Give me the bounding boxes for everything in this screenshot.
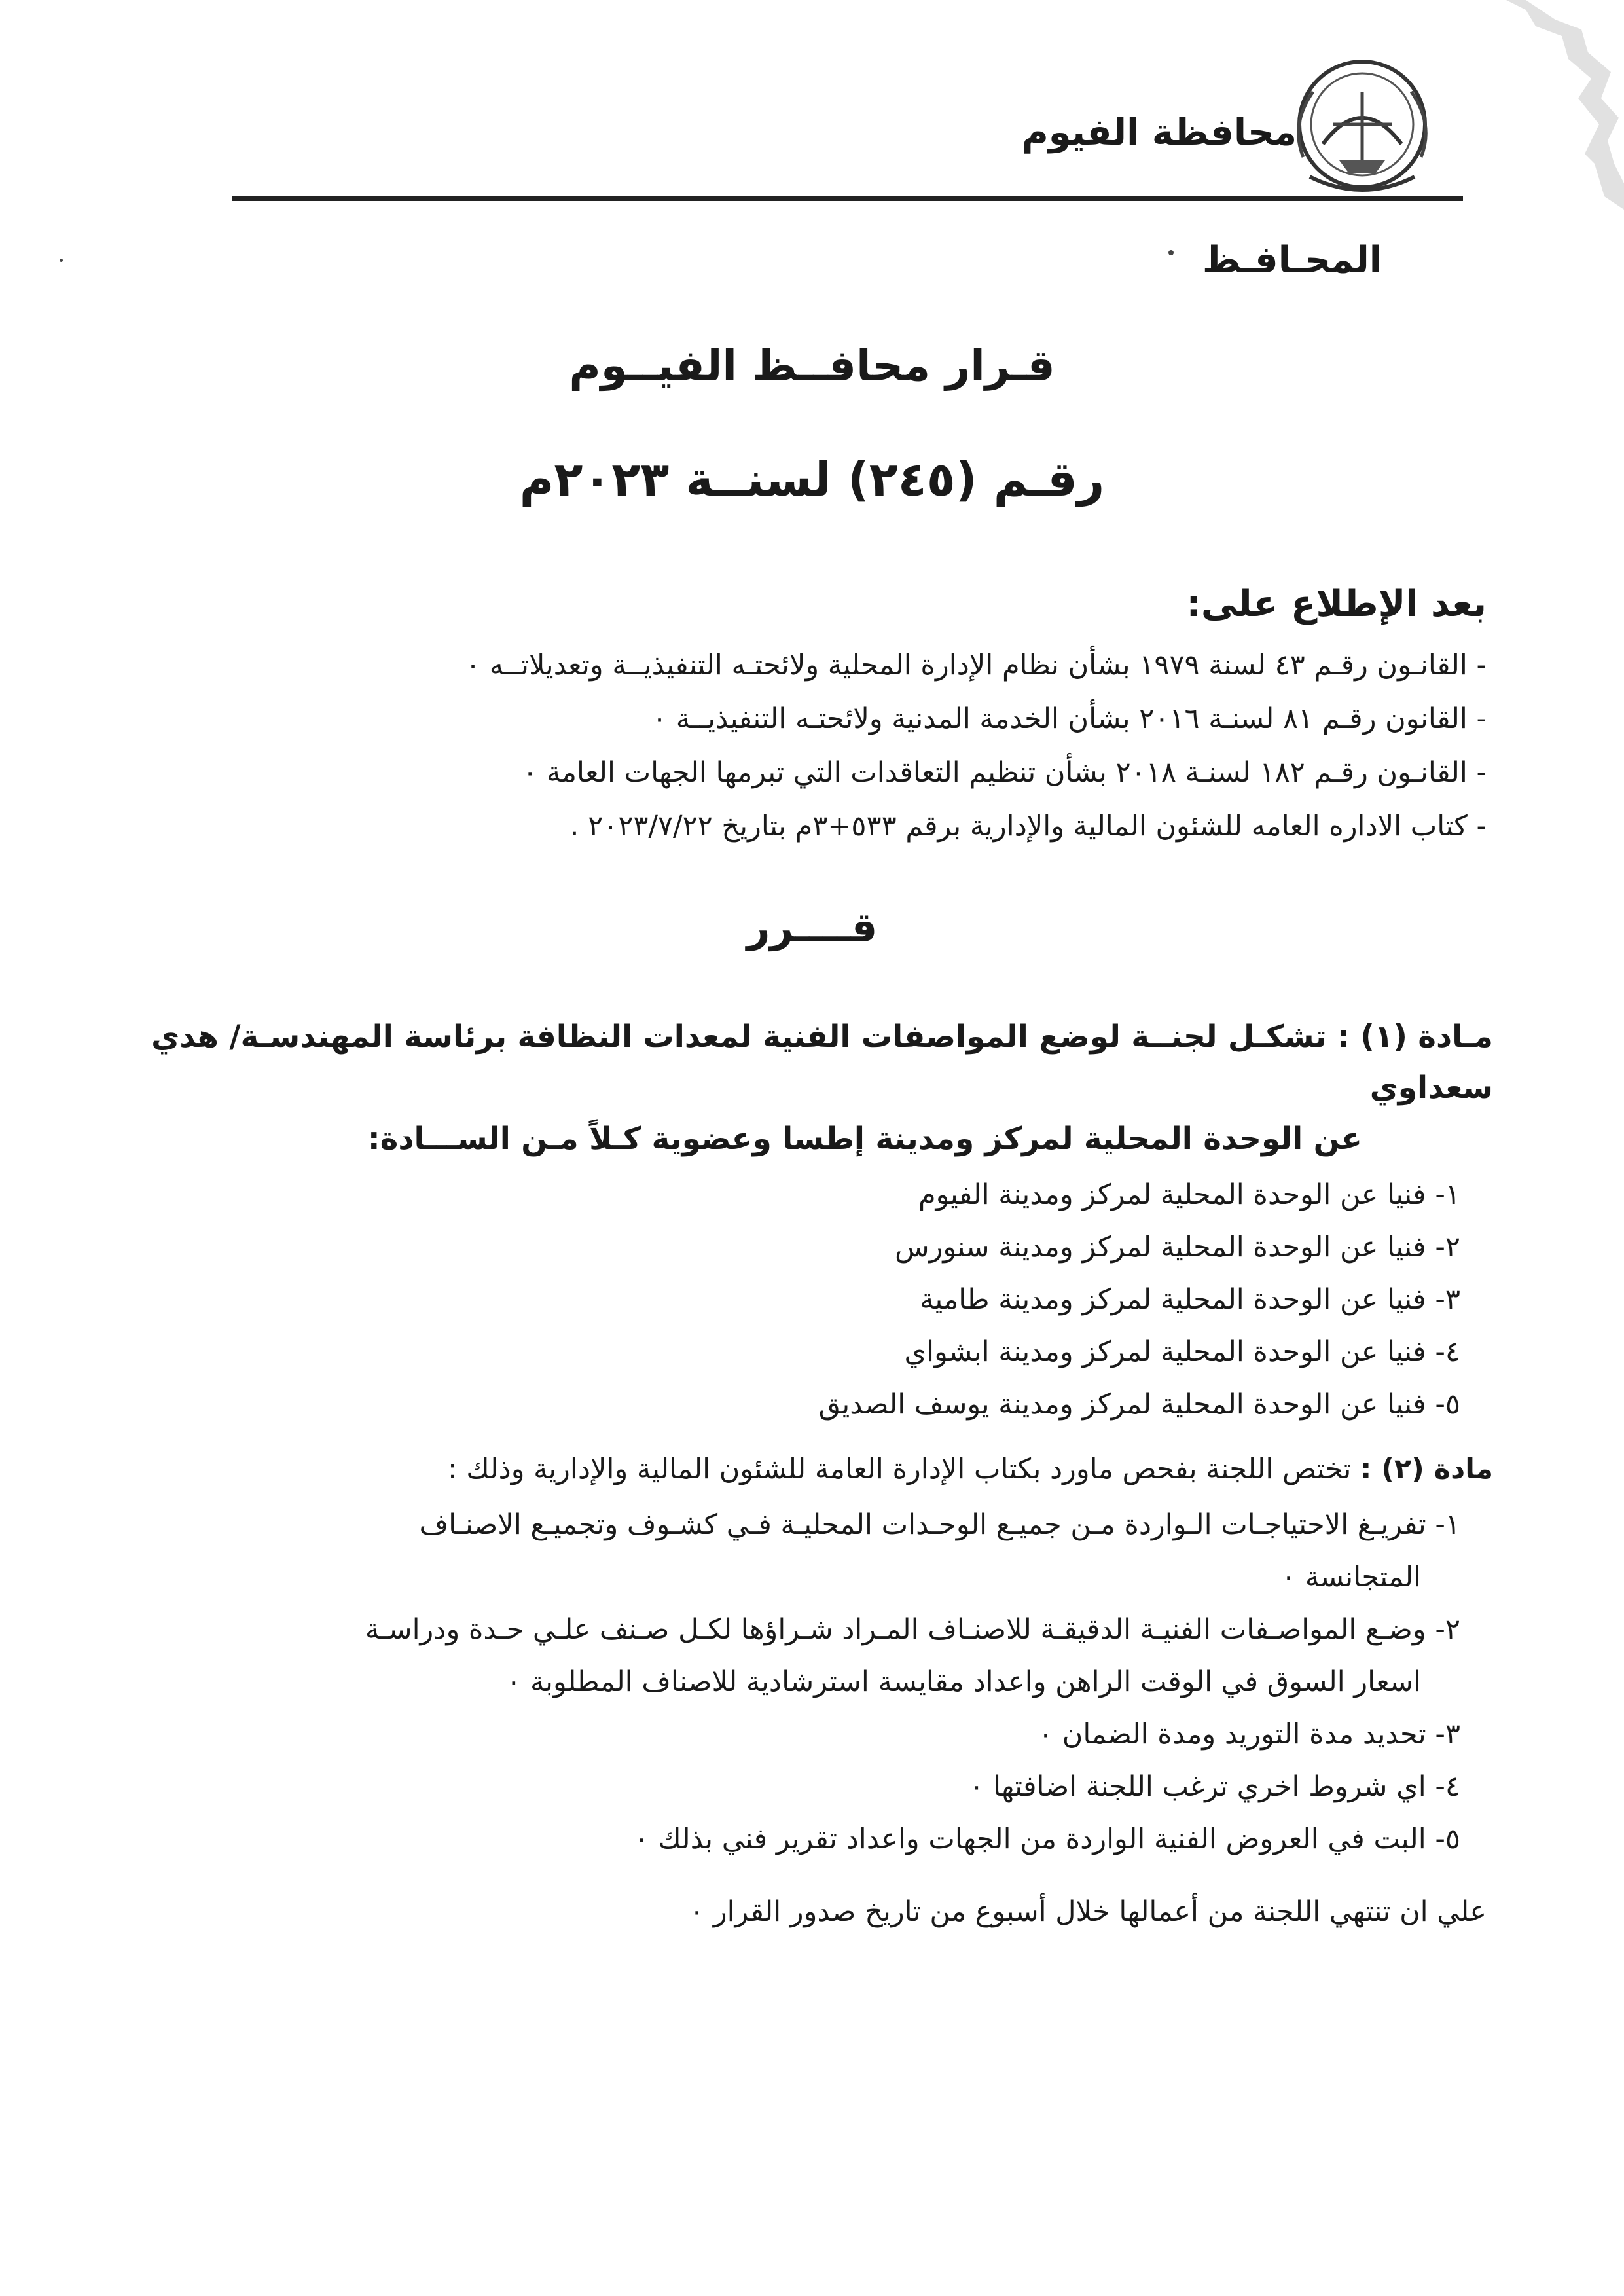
header-divider [232,196,1463,201]
preamble-item: - القانون رقـم ٨١ لسنـة ٢٠١٦ بشأن الخدمة المدنية ولائحتـه التنفيذيــة ٠ [652,702,1487,735]
committee-member: ١- فنيا عن الوحدة المحلية لمركز ومدينة الفيوم [918,1178,1460,1211]
preamble-item: - القانـون رقـم ٤٣ لسنة ١٩٧٩ بشأن نظام الإدارة المحلية ولائحتـه التنفيذيــة وتعديلاتــه ٠ [465,649,1487,682]
task-text: ٢- وضـع المواصـفات الفنيـة الدقيقـة للاصنـاف المـراد شـراؤها لكـل صـنف علـي حـدة ودراسـة [365,1613,1460,1646]
article-2 [132,1444,1493,1865]
committee-task [132,1499,1493,1603]
decided-heading: قــــرر [746,903,878,951]
article-2-label: مادة (٢) : [1360,1453,1493,1485]
article-1-text: تشكـل لجنــة لوضع المواصفات الفنية لمعدات النظافة برئاسة المهندسـة/ هدي سعداوي [151,1019,1493,1106]
committee-member: ٣- فنيا عن الوحدة المحلية لمركز ومدينة طامية [920,1283,1460,1316]
article-1 [132,1011,1493,1430]
task-text-continued: المتجانسة ٠ [1281,1561,1421,1594]
committee-member: ٥- فنيا عن الوحدة المحلية لمركز ومدينة يوسف الصديق [818,1388,1460,1421]
office-title: المحـافـظ [1202,239,1382,282]
committee-member: ٤- فنيا عن الوحدة المحلية لمركز ومدينة ابشواي [904,1336,1460,1368]
task-text-continued: اسعار السوق في الوقت الراهن واعداد مقايسة استرشادية للاصناف المطلوبة ٠ [506,1666,1421,1698]
scan-speck [1168,250,1174,255]
governorate-name: محافظة الفيوم [1021,111,1297,154]
governorate-emblem-icon [1284,46,1441,203]
article-2-heading [132,1444,1493,1495]
article-1-text-continued: عن الوحدة المحلية لمركز ومدينة إطسا وعضوية كـلاً مـن الســـادة: [367,1121,1362,1157]
preamble-item: - القانـون رقـم ١٨٢ لسنـة ٢٠١٨ بشأن تنظيم التعاقدات التي تبرمها الجهات العامة ٠ [522,756,1487,789]
committee-task [132,1603,1493,1708]
task-text: ١- تفريـغ الاحتياجـات الـواردة مـن جميـع الوحـدات المحليـة فـي كشـوف وتجميـع الاصنـاف [419,1508,1460,1541]
committee-member: ٢- فنيا عن الوحدة المحلية لمركز ومدينة سنورس [895,1231,1460,1264]
torn-corner-graphic [1428,0,1624,210]
committee-members-list [132,1169,1493,1430]
committee-task: ٥- البت في العروض الفنية الواردة من الجهات واعداد تقرير فني بذلك ٠ [634,1823,1460,1855]
committee-task: ٤- اي شروط اخري ترغب اللجنة اضافتها ٠ [969,1770,1460,1803]
article-1-label: مـادة (١) : [1337,1019,1493,1055]
preamble-item: - كتاب الاداره العامه للشئون المالية والإدارية برقم ٥٣٣+٣م بتاريخ ٢٠٢٣/٧/٢٢ . [569,810,1487,843]
decision-number: رقـم (٢٤٥) لسنــة ٢٠٢٣م [519,452,1105,507]
article-2-intro: تختص اللجنة بفحص ماورد بكتاب الإدارة العامة للشئون المالية والإدارية وذلك : [448,1453,1352,1485]
committee-tasks-list [132,1499,1493,1865]
decision-title: قـرار محافــظ الفيــوم [569,340,1055,391]
article-1-heading [132,1011,1493,1114]
preamble-heading: بعد الإطلاع على: [1186,583,1487,625]
closing-clause: علي ان تنتهي اللجنة من أعمالها خلال أسبوع من تاريخ صدور القرار ٠ [689,1895,1487,1928]
scan-speck [60,259,63,262]
preamble-list [125,638,1487,853]
committee-task: ٣- تحديد مدة التوريد ومدة الضمان ٠ [1038,1718,1460,1751]
